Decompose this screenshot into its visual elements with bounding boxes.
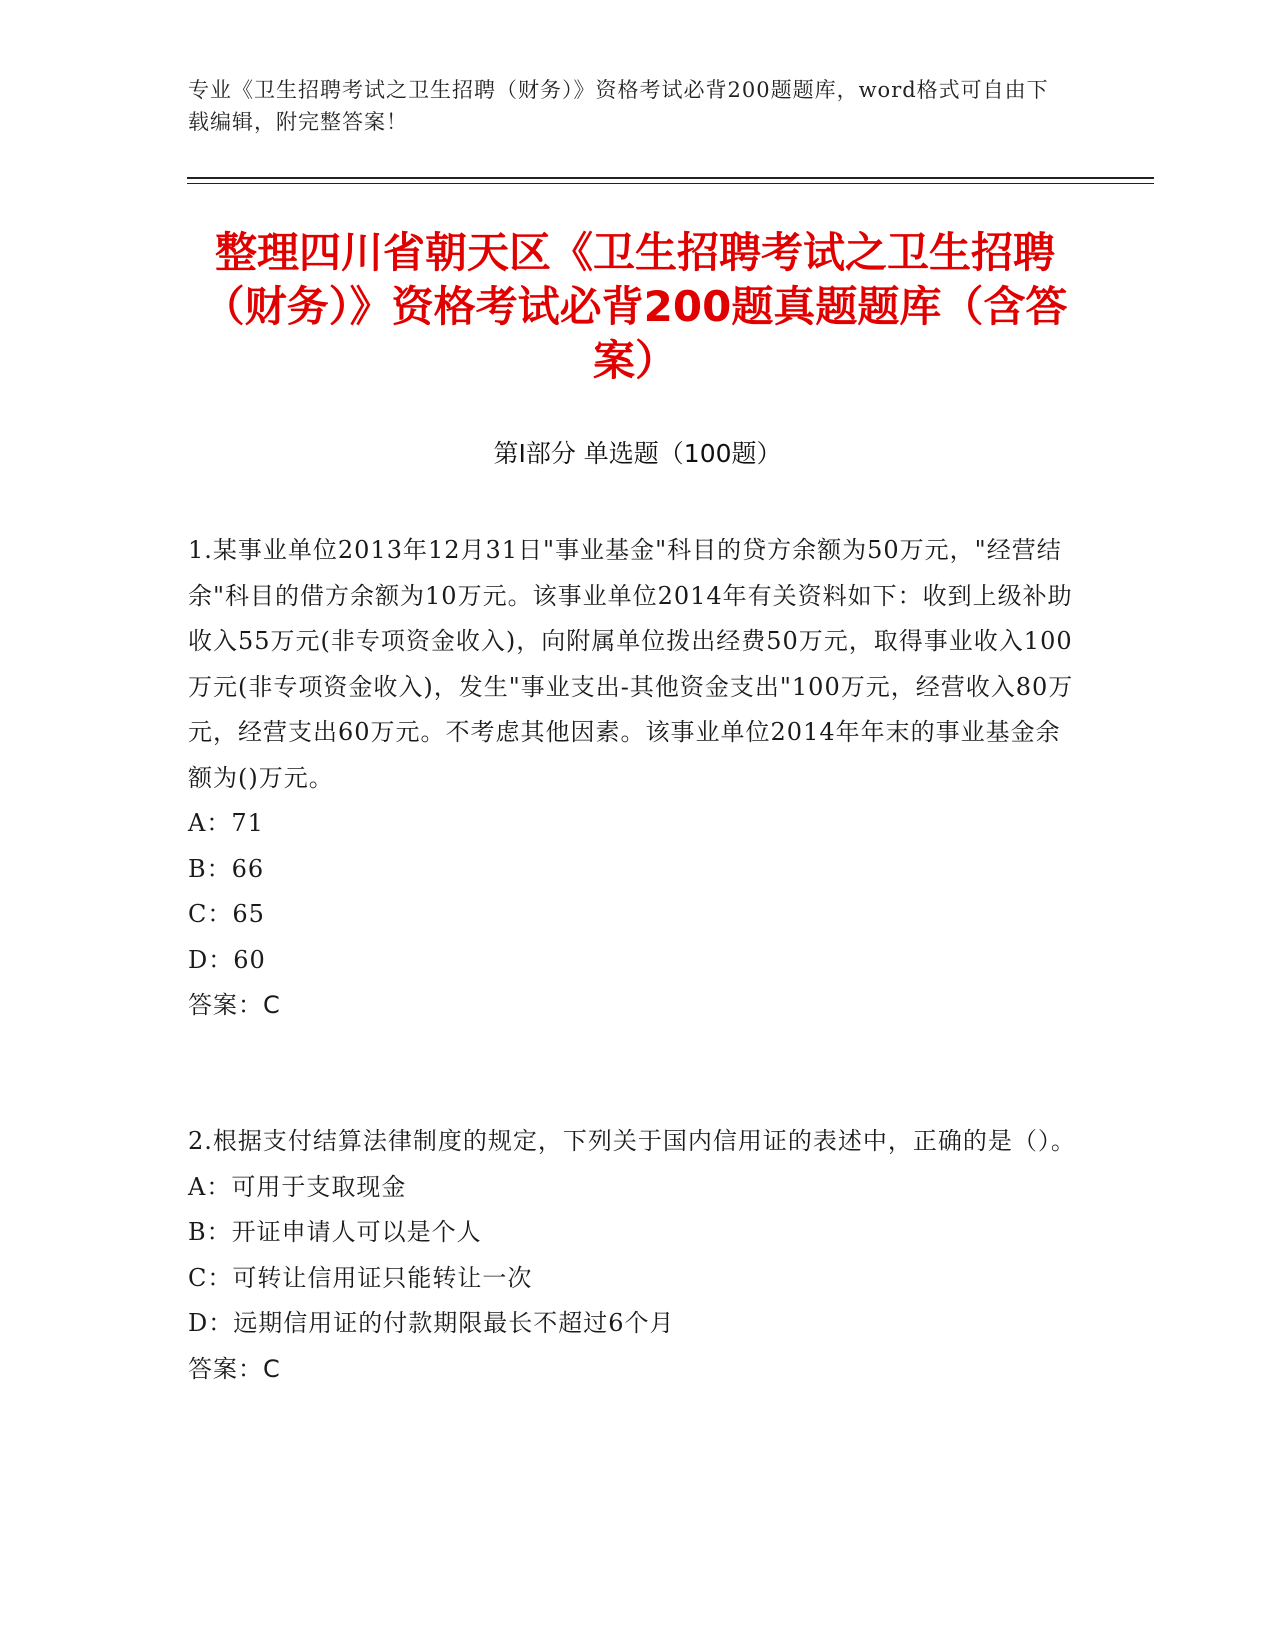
question-2 <box>188 1119 1078 1392</box>
header-note: 专业《卫生招聘考试之卫生招聘（财务）》资格考试必背200题题库，word格式可自由下载编辑，附完整答案！ <box>188 78 1049 134</box>
answer: 答案：C <box>188 1354 281 1383</box>
option-b: B：开证申请人可以是个人 <box>188 1218 482 1246</box>
answer: 答案：C <box>188 991 281 1019</box>
question-stem: 1.某事业单位2013年12月31日"事业基金"科目的贷方余额为50万元，"经营结余"科目的借方余额为10万元。该事业单位2014年有关资料如下：收到上级补助收入55万元(非专项资金收入)，向附属单位拨出经费50万元，取得事业收入100万元(非专项资金收入)，发生"事业支出-其他资金支出"100万元，经营收入80万元，经营支出60万元。不考虑其他因素。该事业单位2014年年末的事业基金余额为()万元。 <box>188 536 1074 792</box>
option-a: A：可用于支取现金 <box>188 1172 407 1201</box>
header-divider-thick <box>187 177 1154 179</box>
option-a: A：71 <box>188 809 264 837</box>
option-d: D：60 <box>188 945 266 974</box>
document-title: 整理四川省朝天区《卫生招聘考试之卫生招聘（财务）》资格考试必背200题真题题库（含答案） <box>202 228 1068 385</box>
option-d: D：远期信用证的付款期限最长不超过6个月 <box>188 1309 675 1337</box>
header-divider-thin <box>187 183 1154 184</box>
option-b: B：66 <box>188 854 265 883</box>
option-c: C：可转让信用证只能转让一次 <box>188 1263 533 1292</box>
question-stem: 2.根据支付结算法律制度的规定，下列关于国内信用证的表述中，正确的是（）。 <box>188 1127 1076 1155</box>
option-c: C：65 <box>188 900 265 928</box>
section-heading: 第I部分 单选题（100题） <box>493 439 782 468</box>
question-1 <box>188 528 1078 1029</box>
